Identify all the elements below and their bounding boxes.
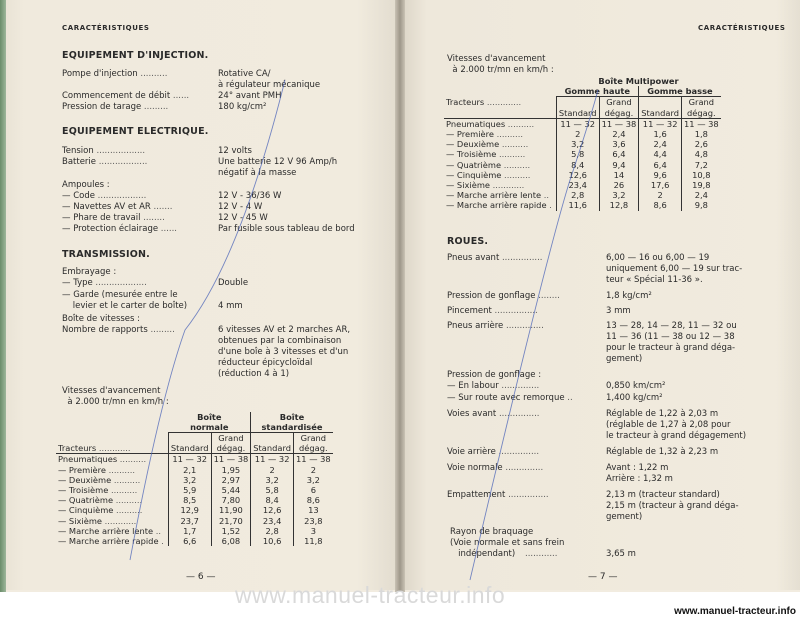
- cell: 3,2: [168, 475, 211, 485]
- left-group-normale: Boîte normale: [168, 412, 250, 433]
- row-label: — Marche arrière lente ..: [58, 525, 162, 536]
- voie-arriere-label: Voie arrière ...............: [447, 447, 540, 457]
- batterie-label: Batterie ..................: [62, 157, 148, 167]
- pincement-label: Pincement ................: [447, 306, 538, 316]
- cell: 11 — 38: [211, 454, 251, 465]
- row-label: — Sixième ............: [58, 515, 137, 526]
- cell: 3,2: [556, 139, 599, 149]
- left-col-gd-1: Grand dégag.: [211, 433, 251, 454]
- row-label: — Première ..........: [58, 464, 135, 475]
- cell: 2,8: [251, 526, 294, 536]
- cell: 2,4: [682, 190, 721, 200]
- rayon-dots: ............: [525, 549, 558, 559]
- pneus-avant-value: 6,00 — 16 ou 6,00 — 19 uniquement 6,00 — 19 sur trac- teur « Spécial 11-36 ».: [606, 253, 743, 285]
- ampoule-code-value: 12 V - 36/36 W: [218, 191, 282, 201]
- route-label: — Sur route avec remorque ..: [447, 393, 573, 403]
- cell: 12,8: [599, 200, 639, 210]
- row-label: — Marche arrière rapide .: [58, 535, 164, 546]
- ampoule-phare-value: 12 V - 45 W: [218, 213, 268, 223]
- ampoule-phare-label: — Phare de travail ........: [62, 213, 165, 223]
- labour-value: 0,850 km/cm²: [606, 381, 666, 391]
- injection-heading: EQUIPEMENT D'INJECTION.: [62, 50, 209, 61]
- right-page-number: — 7 —: [588, 572, 618, 582]
- cell: 10,6: [251, 536, 294, 546]
- rapports-label: Nombre de rapports .........: [62, 325, 175, 335]
- left-group-standardisee: Boîte standardisée: [251, 412, 333, 433]
- embrayage-label: Embrayage :: [62, 267, 117, 277]
- cell: 1,8: [682, 129, 721, 139]
- cell: 4,4: [639, 149, 682, 159]
- cell: 2,4: [599, 129, 639, 139]
- cell: 2: [556, 129, 599, 139]
- left-tracteurs-label: Tracteurs ............: [56, 433, 168, 454]
- cell: 7,2: [682, 160, 721, 170]
- roues-heading: ROUES.: [447, 236, 489, 247]
- cell: 9,4: [599, 160, 639, 170]
- right-group-basse: Gomme basse: [639, 86, 721, 97]
- row-label: — Sixième ............: [446, 180, 525, 191]
- cell: 11 — 32: [168, 454, 211, 465]
- row-label: — Deuxième ..........: [446, 139, 529, 150]
- watermark-small: www.manuel-tracteur.info: [674, 606, 796, 617]
- cell: 3,6: [599, 139, 639, 149]
- inj-pump-label: Pompe d'injection ..........: [62, 69, 168, 79]
- rayon-label: Rayon de braquage (Voie normale et sans frein indépendant): [450, 527, 565, 559]
- right-super-header: Boîte Multipower: [598, 76, 679, 86]
- left-col-std-2: Standard: [251, 433, 294, 454]
- cell: 5,8: [556, 149, 599, 159]
- row-label: — Cinquième ..........: [446, 169, 531, 180]
- cell: 11 — 32: [556, 118, 599, 129]
- voie-arriere-value: Réglable de 1,32 à 2,23 m: [606, 447, 719, 457]
- left-running-head: CARACTÉRISTIQUES: [62, 24, 150, 32]
- right-col-std-1: Standard: [556, 97, 599, 118]
- row-label: — Troisième ..........: [58, 484, 138, 495]
- cell: 6,08: [211, 536, 251, 546]
- cell: 7,80: [211, 495, 251, 505]
- electric-heading: EQUIPEMENT ELECTRIQUE.: [62, 126, 209, 137]
- pen-line-right: [470, 90, 598, 580]
- tension-label: Tension ..................: [62, 146, 146, 156]
- type-label: — Type ...................: [62, 278, 147, 288]
- inj-tarage-label: Pression de tarage .........: [62, 102, 169, 112]
- route-value: 1,400 kg/cm²: [606, 393, 663, 403]
- cell: 1,6: [639, 129, 682, 139]
- garde-value: 4 mm: [218, 301, 243, 311]
- left-page-number: — 6 —: [186, 572, 216, 582]
- left-pneus-label: Pneumatiques ..........: [58, 454, 147, 465]
- pneus-arriere-value: 13 — 28, 14 — 28, 11 — 32 ou 11 — 36 (11 — 38 ou 12 — 38 pour le tracteur à grand déga- gement): [606, 321, 737, 364]
- gonflage-label: Pression de gonflage ........: [447, 291, 560, 301]
- cell: 1,7: [168, 526, 211, 536]
- cell: 11 — 38: [599, 118, 639, 129]
- cell: 3,2: [599, 190, 639, 200]
- cell: 2,97: [211, 475, 251, 485]
- cell: 8,4: [556, 160, 599, 170]
- cell: 3,2: [294, 475, 333, 485]
- cell: 9,6: [639, 170, 682, 180]
- pneus-avant-label: Pneus avant ...............: [447, 253, 543, 263]
- cell: 11 — 38: [294, 454, 333, 465]
- row-label: — Quatrième ..........: [446, 159, 531, 170]
- empattement-value: 2,13 m (tracteur standard) 2,15 m (tracteur à grand déga- gement): [606, 490, 739, 522]
- cell: 2: [294, 465, 333, 475]
- inj-debit-value: 24° avant PMH: [218, 91, 282, 101]
- cell: 21,70: [211, 516, 251, 526]
- row-label: — Cinquième ..........: [58, 505, 143, 516]
- right-running-head: CARACTÉRISTIQUES: [698, 24, 786, 32]
- cell: 6,4: [599, 149, 639, 159]
- rapports-value: 6 vitesses AV et 2 marches AR, obtenues par la combinaison d'une boîe à 3 vitesses et d'un réducteur épicycloïdal (réduction 4 à 1): [218, 325, 351, 379]
- cell: 2,4: [639, 139, 682, 149]
- cell: 6,6: [168, 536, 211, 546]
- gonflage-value: 1,8 kg/cm²: [606, 291, 652, 301]
- voie-normale-label: Voie normale ..............: [447, 463, 544, 473]
- cell: 17,6: [639, 180, 682, 190]
- inj-tarage-value: 180 kg/cm²: [218, 102, 267, 112]
- cell: 23,7: [168, 516, 211, 526]
- cell: 1,52: [211, 526, 251, 536]
- cell: 2: [639, 190, 682, 200]
- voies-avant-label: Voies avant ...............: [447, 409, 540, 419]
- cell: 5,8: [251, 485, 294, 495]
- inj-debit-label: Commencement de débit ......: [62, 91, 190, 101]
- left-col-gd-2: Grand dégag.: [294, 433, 333, 454]
- cell: 13: [294, 505, 333, 515]
- cell: 11 — 38: [682, 118, 721, 129]
- ampoule-code-label: — Code ..................: [62, 191, 147, 201]
- left-vitesses-label: Vitesses d'avancement à 2.000 tr/mn en km/h :: [62, 386, 169, 407]
- cell: 11,8: [294, 536, 333, 546]
- cell: 6,4: [639, 160, 682, 170]
- ampoule-protection-value: Par fusible sous tableau de bord: [218, 224, 355, 234]
- cell: 12,6: [556, 170, 599, 180]
- ampoules-label: Ampoules :: [62, 180, 110, 190]
- cell: 2,8: [556, 190, 599, 200]
- ampoule-navettes-value: 12 V - 4 W: [218, 202, 263, 212]
- cell: 14: [599, 170, 639, 180]
- cell: 8,6: [294, 495, 333, 505]
- row-label: — Marche arrière lente ..: [446, 190, 550, 201]
- cell: 10,8: [682, 170, 721, 180]
- pincement-value: 3 mm: [606, 306, 631, 316]
- cell: 11,90: [211, 505, 251, 515]
- right-tracteurs-label: Tracteurs .............: [444, 97, 556, 118]
- cell: 5,44: [211, 485, 251, 495]
- row-label: — Marche arrière rapide .: [446, 200, 552, 211]
- cell: 2: [251, 465, 294, 475]
- right-col-gd-1: Grand dégag.: [599, 97, 639, 118]
- right-col-gd-2: Grand dégag.: [682, 97, 721, 118]
- cell: 1,95: [211, 465, 251, 475]
- batterie-value: Une batterie 12 V 96 Amp/h négatif à la masse: [218, 157, 338, 178]
- cell: 3: [294, 526, 333, 536]
- cell: 2,1: [168, 465, 211, 475]
- tension-value: 12 volts: [218, 146, 252, 156]
- cell: 11 — 32: [251, 454, 294, 465]
- type-value: Double: [218, 278, 249, 288]
- ampoule-navettes-label: — Navettes AV et AR .......: [62, 202, 173, 212]
- right-vitesses-label: Vitesses d'avancement à 2.000 tr/mn en km/h :: [447, 54, 554, 75]
- row-label: — Quatrième ..........: [58, 495, 143, 506]
- cell: 12,9: [168, 505, 211, 515]
- watermark: www.manuel-tracteur.info: [235, 582, 506, 608]
- cell: 6: [294, 485, 333, 495]
- cell: 19,8: [682, 180, 721, 190]
- boite-label: Boîte de vitesses :: [62, 314, 141, 324]
- right-group-haute: Gomme haute: [556, 86, 638, 97]
- labour-label: — En labour ..............: [447, 381, 540, 391]
- ampoule-protection-label: — Protection éclairage ......: [62, 224, 177, 234]
- transmission-heading: TRANSMISSION.: [62, 249, 150, 260]
- cell: 11,6: [556, 200, 599, 210]
- empattement-label: Empattement ...............: [447, 490, 549, 500]
- cell: 2,6: [682, 139, 721, 149]
- cell: 5,9: [168, 485, 211, 495]
- cell: 8,5: [168, 495, 211, 505]
- row-label: — Troisième ..........: [446, 149, 526, 160]
- voies-avant-value: Réglable de 1,22 à 2,03 m (réglable de 1,27 à 2,08 pour le tracteur à grand dégagement): [606, 409, 747, 441]
- right-col-std-2: Standard: [639, 97, 682, 118]
- pression-label: Pression de gonflage :: [447, 370, 542, 380]
- right-pneus-label: Pneumatiques ..........: [446, 118, 535, 129]
- inj-pump-value: Rotative CA/ à régulateur mécanique: [218, 69, 321, 90]
- row-label: — Première ..........: [446, 129, 523, 140]
- left-col-std-1: Standard: [168, 433, 211, 454]
- cell: 23,4: [556, 180, 599, 190]
- rayon-value: 3,65 m: [606, 549, 636, 559]
- cell: 26: [599, 180, 639, 190]
- cell: 4,8: [682, 149, 721, 159]
- pneus-arriere-label: Pneus arrière ..............: [447, 321, 544, 331]
- cell: 12,6: [251, 505, 294, 515]
- cell: 8,4: [251, 495, 294, 505]
- row-label: — Deuxième ..........: [58, 474, 141, 485]
- cell: 9,8: [682, 200, 721, 210]
- cell: 3,2: [251, 475, 294, 485]
- cell: 23,4: [251, 516, 294, 526]
- cell: 23,8: [294, 516, 333, 526]
- cell: 8,6: [639, 200, 682, 210]
- pen-line-left: [130, 80, 285, 560]
- cell: 11 — 32: [639, 118, 682, 129]
- voie-normale-value: Avant : 1,22 m Arrière : 1,32 m: [606, 463, 673, 484]
- garde-label: — Garde (mesurée entre le levier et le carter de boîte): [62, 290, 188, 311]
